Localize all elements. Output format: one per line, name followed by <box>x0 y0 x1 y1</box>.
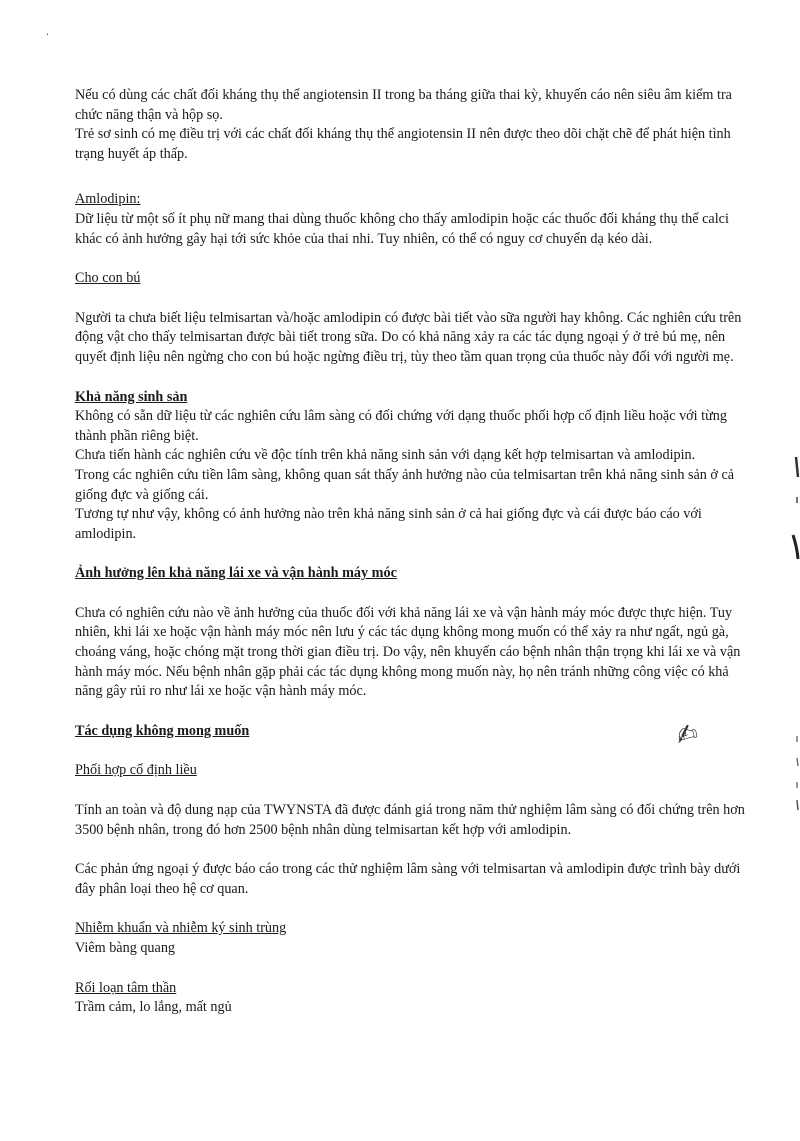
driving-heading: Ảnh hưởng lên khả năng lái xe và vận hành máy móc <box>75 565 397 582</box>
psychiatric-heading: Rối loạn tâm thần <box>75 979 177 996</box>
scan-edge-marks <box>788 455 800 575</box>
driving-paragraph: Chưa có nghiên cứu nào về ảnh hưởng của thuốc đối với khả năng lái xe và vận hành máy móc được thực hiện. Tuy nhiên, khi lái xe hoặc vận hành máy móc nên lưu ý các tác dụng không mong muốn có thể xảy ra như ngất, ngủ gà, choáng váng, hoặc chóng mặt trong thời gian điều trị. Do vậy, nên khuyến cáo bệnh nhân thận trọng khi lái xe và vận hành máy móc. Nếu bệnh nhân gặp phải các tác dụng không mong muốn này, họ nên tránh những công việc có khả năng gây rủi ro như lái xe hoặc vận hành máy móc. <box>75 604 741 700</box>
scan-edge-ticks <box>788 730 800 820</box>
reactions-paragraph: Các phản ứng ngoại ý được báo cáo trong các thử nghiệm lâm sàng với telmisartan và amlodipin được trình bày dưới đây phân loại theo hệ cơ quan. <box>75 861 741 897</box>
adverse-effects-heading: Tác dụng không mong muốn <box>75 722 250 739</box>
fertility-paragraph-2: Chưa tiến hành các nghiên cứu về độc tính trên khả năng sinh sản với dạng kết hợp telmisartan và amlodipin. <box>75 447 696 464</box>
amlodipin-heading: Amlodipin: <box>75 191 141 208</box>
breastfeeding-heading: Cho con bú <box>75 270 141 287</box>
edge-mark-bottom <box>793 535 798 559</box>
scan-dot: · <box>46 30 50 41</box>
pregnancy-paragraph-1: Nếu có dùng các chất đối kháng thụ thể angiotensin II trong ba tháng giữa thai kỳ, khuyến cáo nên siêu âm kiểm tra chức năng thận và hộp sọ. <box>75 87 732 123</box>
fertility-paragraph-1: Không có sẵn dữ liệu từ các nghiên cứu lâm sàng có đối chứng với dạng thuốc phối hợp cố định liều hoặc với từng thành phần riêng biệt. <box>75 408 727 444</box>
document-body <box>75 86 747 1018</box>
fixed-dose-heading: Phối hợp cố định liều <box>75 762 197 779</box>
infections-item: Viêm bàng quang <box>75 940 176 956</box>
psychiatric-item: Trầm cảm, lo lắng, mất ngủ <box>75 999 232 1016</box>
amlodipin-paragraph: Dữ liệu từ một số ít phụ nữ mang thai dùng thuốc không cho thấy amlodipin hoặc các thuốc đối kháng thụ thể calci khác có ảnh hưởng gây hại tới sức khỏe của thai nhi. Tuy nhiên, có thể có nguy cơ chuyển dạ kéo dài. <box>75 210 729 247</box>
pregnancy-paragraph-2: Trẻ sơ sinh có mẹ điều trị với các chất đối kháng thụ thể angiotensin II nên được theo dõi chặt chẽ để phát hiện tình trạng huyết áp thấp. <box>75 126 731 162</box>
initials-mark: ✍ <box>672 717 702 753</box>
fixed-dose-paragraph: Tính an toàn và độ dung nạp của TWYNSTA đã được đánh giá trong năm thử nghiệm lâm sàng có đối chứng trên hơn 3500 bệnh nhân, trong đó hơn 2500 bệnh nhân dùng telmisartan kết hợp với amlodipin. <box>75 802 745 838</box>
edge-mark-top <box>796 457 798 477</box>
infections-heading: Nhiễm khuẩn và nhiễm ký sinh trùng <box>75 920 287 937</box>
breastfeeding-paragraph: Người ta chưa biết liệu telmisartan và/hoặc amlodipin có được bài tiết vào sữa người hay không. Các nghiên cứu trên động vật cho thấy telmisartan được bài tiết trong sữa. Do có khả năng xảy ra các tác dụng ngoại ý ở trẻ bú mẹ, nên quyết định liệu nên ngừng cho con bú hoặc ngừng điều trị, tùy theo tầm quan trọng của thuốc này đối với người mẹ. <box>75 309 742 365</box>
fertility-heading: Khả năng sinh sản <box>75 388 188 405</box>
fertility-paragraph-4: Tương tự như vậy, không có ảnh hưởng nào trên khả năng sinh sản ở cả hai giống đực và cái được báo cáo với amlodipin. <box>75 506 702 542</box>
fertility-paragraph-3: Trong các nghiên cứu tiền lâm sàng, không quan sát thấy ảnh hưởng nào của telmisartan trên khả năng sinh sản ở cả giống đực và giống cái. <box>75 466 735 503</box>
